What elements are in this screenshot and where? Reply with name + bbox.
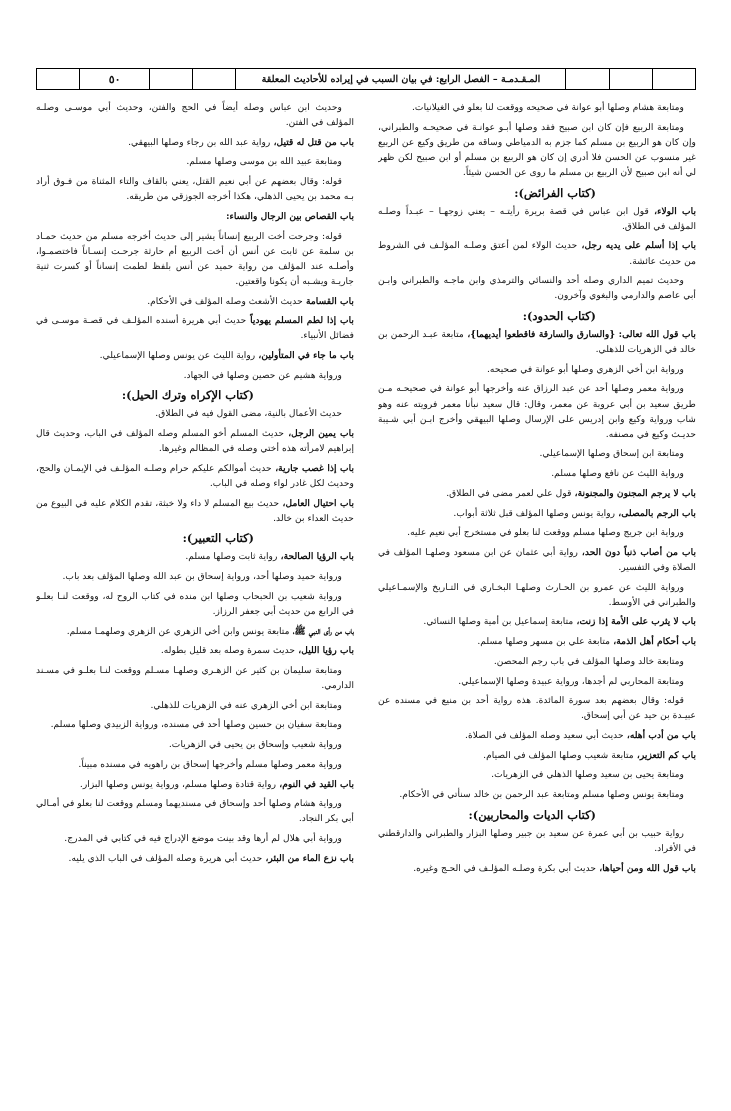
paragraph-text: رواية يونس وصلها المؤلف قبل ثلاثة أبواب. xyxy=(453,507,616,519)
paragraph xyxy=(378,506,696,521)
paragraph-text: ومتابعة يحيى بن سعيد وصلها الذهلي في الزهريات. xyxy=(491,769,684,781)
paragraph-text: ورواية الليث عن نافع وصلها مسلم. xyxy=(551,468,684,480)
paragraph xyxy=(36,698,354,713)
paragraph xyxy=(36,294,354,309)
paragraph-text: حديث أبي سعيد وصله المؤلف في الصلاة. xyxy=(465,729,624,741)
paragraph xyxy=(378,362,696,377)
paragraph xyxy=(36,154,354,169)
paragraph xyxy=(378,204,696,234)
paragraph xyxy=(36,851,354,866)
paragraph-text: ورواية هشيم عن حصين وصلها في الجهاد. xyxy=(183,369,342,381)
chapter-heading: باب من رأى النبي ﷺ، xyxy=(289,625,354,637)
paragraph-text: حديث أبي هريرة وصله المؤلف في الباب الذي يليه. xyxy=(68,852,263,864)
paragraph xyxy=(36,461,354,491)
paragraph-text: ورواية أبي هلال لم أرها وقد بينت موضع الإدراج فيه في كتابي في المدرج. xyxy=(64,833,342,844)
paragraph-text: ورواية هشام وصلها أحد وإسحاق في مسنديهما ومسلم ووقعت لنا بعلو في أمـالي أبي بكر النجاد. xyxy=(36,798,354,825)
chapter-heading: باب من أدب أهله، xyxy=(623,729,696,741)
paragraph-text: ومتابعة سليمان بن كثير عن الزهـري وصلهـا مسـلم ووقعت لنـا بعلـو في مسـند الدارمي. xyxy=(36,665,354,692)
paragraph xyxy=(378,120,696,180)
paragraph xyxy=(36,209,354,224)
paragraph-text: متابعة إسماعيل بن أمية وصلها النسائي. xyxy=(423,616,574,628)
paragraph xyxy=(36,569,354,584)
paragraph xyxy=(378,381,696,441)
header-cell-blank xyxy=(37,69,79,89)
paragraph xyxy=(378,525,696,540)
paragraph xyxy=(36,643,354,658)
paragraph xyxy=(378,748,696,763)
running-header xyxy=(36,68,696,90)
paragraph xyxy=(378,446,696,461)
paragraph xyxy=(378,273,696,303)
paragraph xyxy=(378,728,696,743)
header-cell-blank xyxy=(149,69,192,89)
paragraph-text: حديث سمرة وصله بعد قليل بطوله. xyxy=(160,645,296,657)
paragraph-text: حديث بيع المسلم لا داء ولا خبثة، تقدم الكلام عليه في البيوع من حديث العداء بن خالد. xyxy=(36,497,354,524)
paragraph-text: ومتابعة ابن إسحاق وصلها الإسماعيلي. xyxy=(539,448,684,460)
paragraph-text: حديث الأعمال بالنية، مضى القول فيه في الطلاق. xyxy=(155,408,342,420)
paragraph-text: ورواية شعيب وإسحاق بن يحيى في الزهريات. xyxy=(168,739,342,751)
paragraph-text: حديث أبي بكرة وصلـه المؤلـف في الحـج وغيره. xyxy=(413,862,597,874)
header-cell-blank xyxy=(609,69,652,89)
paragraph-text: ورواية ابن جريج وصلها مسلم ووقعت لنا بعلو في مستخرج أبي نعيم عليه. xyxy=(407,527,684,539)
chapter-heading: باب إذا لطم المسلم يهودياً xyxy=(246,315,354,327)
paragraph-text: ومتابعة يونس وصلها مسلم ومتابعة عبد الرحمن بن خالد سنأتي في الأحكام. xyxy=(399,789,684,801)
paragraph xyxy=(378,327,696,357)
paragraph-text: ومتابعة عبيد الله بن موسى وصلها مسلم. xyxy=(186,156,342,168)
paragraph-text: حديث أموالكم عليكم حرام وصلـه المؤلـف في الإيمـان والحج، وحديث لكل غادر لواء وصله في الباب. xyxy=(36,462,354,489)
left-text-column xyxy=(36,100,354,1100)
paragraph-text: وحديث تميم الداري وصله أحد والنسائي والترمذي وابن ماجـه والطبراني وابـن أبي عاصم والدارمي والبغوي وآخرون. xyxy=(378,275,696,302)
paragraph xyxy=(378,693,696,723)
paragraph xyxy=(378,580,696,610)
paragraph-text: قول علي لعمر مضى في الطلاق. xyxy=(446,487,572,499)
section-heading: (كتاب التعبير): xyxy=(182,531,254,546)
paragraph-text: قوله: وقال بعضهم بعد سورة المائدة. هذه رواية أحد بن منيع في مسنده عن عبيـدة بن حيد عن أبي إسحاق. xyxy=(378,695,696,722)
paragraph-text: رواية ثابت وصلها مسلم. xyxy=(185,551,278,563)
chapter-heading: باب الولاء، xyxy=(648,205,696,217)
paragraph xyxy=(36,313,354,343)
paragraph-text: رواية حبيب بن أبي عمرة عن سعيد بن جبير وصلها البزار والطبراني والدارقطني في الأفراد. xyxy=(378,827,696,854)
paragraph-text: رواية عبد الله بن رجاء وصلها البيهقي. xyxy=(128,136,271,148)
paragraph xyxy=(36,589,354,619)
paragraph-text: ورواية معمر وصلها أحد عن عبد الرزاق عنه وأخرجها أبو عوانة في صحيحـه مـن طريق سعيد بن أبي عروبة عن معمر، وقال: قال سعيد نبأنا معمر فرويته عنه وهو شاب ورواية وكيع وابن إدريس على الإرسال وصلها البيهقي وأخرج ابـن أبي شـيبة حديـث وكيع في مصنفه. xyxy=(378,383,696,440)
paragraph xyxy=(36,368,354,383)
chapter-heading: باب إذا أسلم على يديه رجل، xyxy=(577,240,696,252)
paragraph-text: متابعة شعيب وصلها المؤلف في الصيام. xyxy=(483,749,634,761)
chapter-heading: باب قول الله تعالى: {والسارق والسارقة فاقطعوا أيديهما}، xyxy=(463,329,696,340)
paragraph-text: حديث أبي هريرة أسنده المؤلـف في قصـة موسـى في فضائل الأنبياء. xyxy=(36,315,354,342)
chapter-heading: باب إذا غصب جارية، xyxy=(271,462,354,474)
paragraph-text: متابعة عبـد الرحمن بن خالد في الزهريات للذهلي. xyxy=(378,329,696,356)
paragraph-text: قوله: وقال بعضهم عن أبي نعيم القتل، يعني بالقاف والتاء المثناة من فـوق أراد بـه محمد بن يحيى الذهلي، هكذا أخرجه الجوزقي من طريقه. xyxy=(36,176,354,203)
section-heading: (كتاب الفرائض): xyxy=(514,185,596,200)
paragraph-text: متابعة علي بن مسهر وصلها مسلم. xyxy=(477,636,611,648)
section-heading: (كتاب الديات والمحاربين): xyxy=(468,807,596,822)
paragraph xyxy=(36,174,354,204)
paragraph-text: ومتابعة خالد وصلها المؤلف في باب رجم المحصن. xyxy=(493,655,684,667)
paragraph xyxy=(378,466,696,481)
paragraph xyxy=(36,663,354,693)
paragraph-text: ومتابعة هشام وصلها أبو عوانة في صحيحه ووقعت لنا بعلو في الغيلانيات. xyxy=(412,102,684,113)
paragraph-text: حديث الأشعث وصله المؤلف في الأحكام. xyxy=(147,295,303,307)
paragraph-text: رواية أبي عثمان عن ابن مسعود وصلهـا المؤلف في الصلاة وفي التفسير. xyxy=(378,546,696,573)
paragraph xyxy=(378,486,696,501)
paragraph xyxy=(36,549,354,564)
header-cell-blank xyxy=(192,69,235,89)
paragraph-text: قوله: وجرحت أخت الربيع إنساناً يشير إلى حديث أخرجه مسلم من حديث حمـاد بن سلمة عن ثابت عن أنس أن أخت الربيع أم حارثة جرحـت إنسـاناً فاختصمـوا، وأصلـه عند المؤلف من رواية حميد عن أنس بلفظ لطمت إنساناً أو كسرت ثنية جاريـة ويشـبه أن يكونا واقعتين. xyxy=(36,230,354,287)
chapter-heading: باب الرجم بالمصلى، xyxy=(615,507,696,519)
right-text-column xyxy=(378,100,696,1100)
paragraph xyxy=(36,406,354,421)
paragraph xyxy=(378,767,696,782)
paragraph xyxy=(36,831,354,846)
paragraph-text: ومتابعة سفيان بن حسين وصلها أحد في مسنده، ورواية الزبيدي وصلها مسلم. xyxy=(50,719,342,731)
paragraph-text: ورواية معمر وصلها مسلم وأخرجها إسحاق بن راهويه في مسنده مبيناً. xyxy=(78,758,342,770)
paragraph-text: ورواية شعيب بن الحبحاب وصلها ابن منده في كتاب الروح له، ووقعت لنـا بعلـو في الرابع من حديث أبي جعفر الرزاز. xyxy=(36,590,354,617)
header-title: المـقـدمـة – الفصل الرابع: في بيان السبب في إيراده للأحاديث المعلقة xyxy=(235,69,565,89)
chapter-heading: باب ما جاء في المتأولين، xyxy=(255,350,354,362)
paragraph xyxy=(378,787,696,802)
paragraph-text: ورواية ابن أخي الزهري وصلها أبو عوانة في صحيحه. xyxy=(487,363,684,375)
chapter-heading: باب قول الله ومن أحياها، xyxy=(596,862,696,874)
chapter-heading: باب لا يثرب على الأمة إذا زنت، xyxy=(573,616,696,628)
paragraph-text: ورواية حميد وصلها أحد، ورواية إسحاق بن عبد الله وصلها المؤلف بعد باب. xyxy=(62,571,342,583)
paragraph xyxy=(378,614,696,629)
paragraph xyxy=(36,624,354,639)
paragraph xyxy=(36,100,354,130)
paragraph xyxy=(378,545,696,575)
chapter-heading: باب الرؤيا الصالحة، xyxy=(277,551,354,563)
paragraph xyxy=(36,496,354,526)
paragraph xyxy=(36,757,354,772)
chapter-heading: باب لا يرجم المجنون والمجنونة، xyxy=(571,487,696,499)
paragraph-text: رواية قتادة وصلها مسلم، ورواية يونس وصلها البزار. xyxy=(79,778,277,790)
paragraph xyxy=(36,717,354,732)
chapter-heading: باب من أصاب ذنباً دون الحد، xyxy=(577,546,696,558)
paragraph-text: قول ابن عباس في قصة بريرة رأيتـه – يعني زوجهـا – عبـداً وصلـه المؤلف في الطلاق. xyxy=(378,205,696,232)
paragraph xyxy=(378,826,696,856)
chapter-heading: باب نزع الماء من البئر، xyxy=(262,852,354,864)
section-heading: (كتاب الحدود): xyxy=(522,309,596,323)
paragraph xyxy=(378,654,696,669)
chapter-heading: باب القسامة xyxy=(302,295,354,307)
chapter-heading: باب رؤيا الليل، xyxy=(295,645,354,657)
paragraph xyxy=(378,674,696,689)
section-heading: (كتاب الإكراه وترك الحيل): xyxy=(121,388,254,403)
paragraph xyxy=(36,135,354,150)
paragraph-text: حديث المسلم أخو المسلم وصله المؤلف في الباب، وحديث قال إبراهيم لامرأته هذه أختي وصله في المظالم وغيرها. xyxy=(36,428,354,455)
chapter-heading: باب يمين الرجل، xyxy=(284,428,354,440)
paragraph-text: ومتابعة الربيع فإن كان ابن صبيح فقد وصلها أبـو عوانـة في صحيحـه والطبراني، وإن كان هو الربيع بن مسلم كما جزم به الدمياطي وساقه من طريق وكيع عن الربيع غير منسوب عن الحسن فلا أدري إن كان هو الربيع بن مسلم أو ابن صبيح لكن ظهر لي أنه ابن صبيح لأن الربيع بن مسلم ما روى عن الحسن شيئاً. xyxy=(378,121,696,178)
chapter-heading: باب احتيال العامل، xyxy=(279,497,354,509)
paragraph xyxy=(36,777,354,792)
chapter-heading: باب القيد في النوم، xyxy=(276,778,354,790)
paragraph-text: وحديث ابن عباس وصله أيضاً في الحج والفتن، وحديث أبي موسـى وصلـه المؤلف في الفتن. xyxy=(36,102,354,129)
paragraph xyxy=(36,796,354,826)
paragraph xyxy=(36,737,354,752)
header-cell-blank xyxy=(565,69,608,89)
paragraph xyxy=(378,634,696,649)
chapter-heading: باب القصاص بين الرجال والنساء: xyxy=(226,210,354,222)
paragraph xyxy=(36,426,354,456)
paragraph xyxy=(378,861,696,876)
paragraph-text: ومتابعة ابن أخي الزهري عنه في الزهريات للذهلي. xyxy=(150,699,342,711)
paragraph-text: ورواية الليث عن عمرو بن الحـارث وصلهـا البخـاري في التـاريخ والإسمـاعيلي والطبراني في الأوسط. xyxy=(378,581,696,608)
chapter-heading: باب كم التعزير، xyxy=(633,749,696,761)
page-number: ٥٠ xyxy=(79,69,149,89)
paragraph-text: رواية الليث عن يونس وصلها الإسماعيلي. xyxy=(99,350,256,362)
header-cell-blank xyxy=(652,69,695,89)
paragraph xyxy=(36,229,354,289)
paragraph-text: ومتابعة المحاربي لم أجدها، ورواية عبيدة وصلها الإسماعيلي. xyxy=(458,675,684,687)
paragraph xyxy=(36,348,354,363)
paragraph-text: حديث الولاء لمن أعتق وصلـه المؤلـف في الشروط من حديث عائشة. xyxy=(378,240,696,267)
paragraph xyxy=(378,238,696,268)
chapter-heading: باب أحكام أهل الذمة، xyxy=(610,636,696,648)
paragraph xyxy=(378,100,696,115)
paragraph-text: متابعة يونس وابن أخي الزهري عن الزهري وصلهمـا مسلم. xyxy=(66,625,290,637)
chapter-heading: باب من قتل له قتيل، xyxy=(270,136,354,148)
